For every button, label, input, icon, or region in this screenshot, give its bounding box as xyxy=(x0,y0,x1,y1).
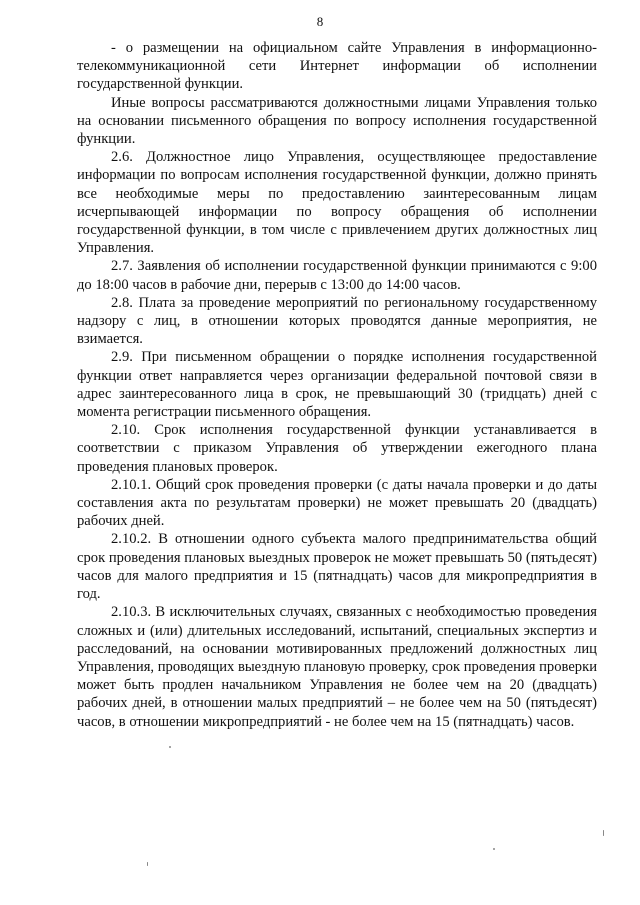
body-text xyxy=(77,39,597,731)
page-number: 8 xyxy=(316,14,324,29)
scan-speck xyxy=(147,862,148,866)
scan-speck xyxy=(169,746,171,748)
paragraph-2-8: 2.8. Плата за проведение мероприятий по региональному государственному надзору с лиц, в отношении которых проводятся данные мероприятия, не взимается. xyxy=(77,294,597,348)
paragraph-other-questions: Иные вопросы рассматриваются должностными лицами Управления только на основании письменного обращения по вопросу исполнения государственной функции. xyxy=(77,94,597,148)
paragraph-2-10-2: 2.10.2. В отношении одного субъекта малого предпринимательства общий срок проведения плановых выездных проверок не может превышать 50 (пятьдесят) часов для малого предприятия и 15 (пятнадцать) часов для микропредприятия в год. xyxy=(77,531,597,603)
paragraph-2-7: 2.7. Заявления об исполнении государственной функции принимаются с 9:00 до 18:00 часов в рабочие дни, перерыв с 13:00 до 14:00 часов. xyxy=(77,258,597,293)
paragraph-2-10-1: 2.10.1. Общий срок проведения проверки (с даты начала проверки и до даты составления акта по результатам проверки) не может превышать 20 (двадцать) рабочих дней. xyxy=(77,476,597,530)
heading-continuation: - о размещении на официальном сайте Управления в информационно-телекоммуникационной сети Интернет информации об исполнении государственной функции. xyxy=(77,40,597,93)
scan-speck xyxy=(603,830,604,836)
scan-speck xyxy=(493,848,495,850)
paragraph-2-10-3: 2.10.3. В исключительных случаях, связанных с необходимостью проведения сложных и (или) длительных исследований, испытаний, специальных экспертиз и расследований, на основании мотивированных предложений должностных лиц Управления, проводящих выездную плановую проверку, срок проведения проверки может быть продлен начальником Управления не более чем на 20 (двадцать) рабочих дней, в отношении малых предприятий – не более чем на 50 (пятьдесят) часов, в отношении микропредприятий - не более чем на 15 (пятнадцать) часов. xyxy=(77,604,597,730)
paragraph-2-9: 2.9. При письменном обращении о порядке исполнения государственной функции ответ направляется через организации федеральной почтовой связи в адрес заинтересованного лица в срок, не превышающий 30 (тридцать) дней с момента регистрации письменного обращения. xyxy=(77,349,597,421)
paragraph-2-6: 2.6. Должностное лицо Управления, осуществляющее предоставление информации по вопросам исполнения государственной функции, должно принять все необходимые меры по предоставлению заинтересованным лицам исчерпывающей информации по вопросу обращения об исполнении государственной функции, в том числе с привлечением других должностных лиц Управления. xyxy=(77,149,597,257)
paragraph-2-10: 2.10. Срок исполнения государственной функции устанавливается в соответствии с приказом Управления об утверждении ежегодного плана проведения плановых проверок. xyxy=(77,422,597,475)
